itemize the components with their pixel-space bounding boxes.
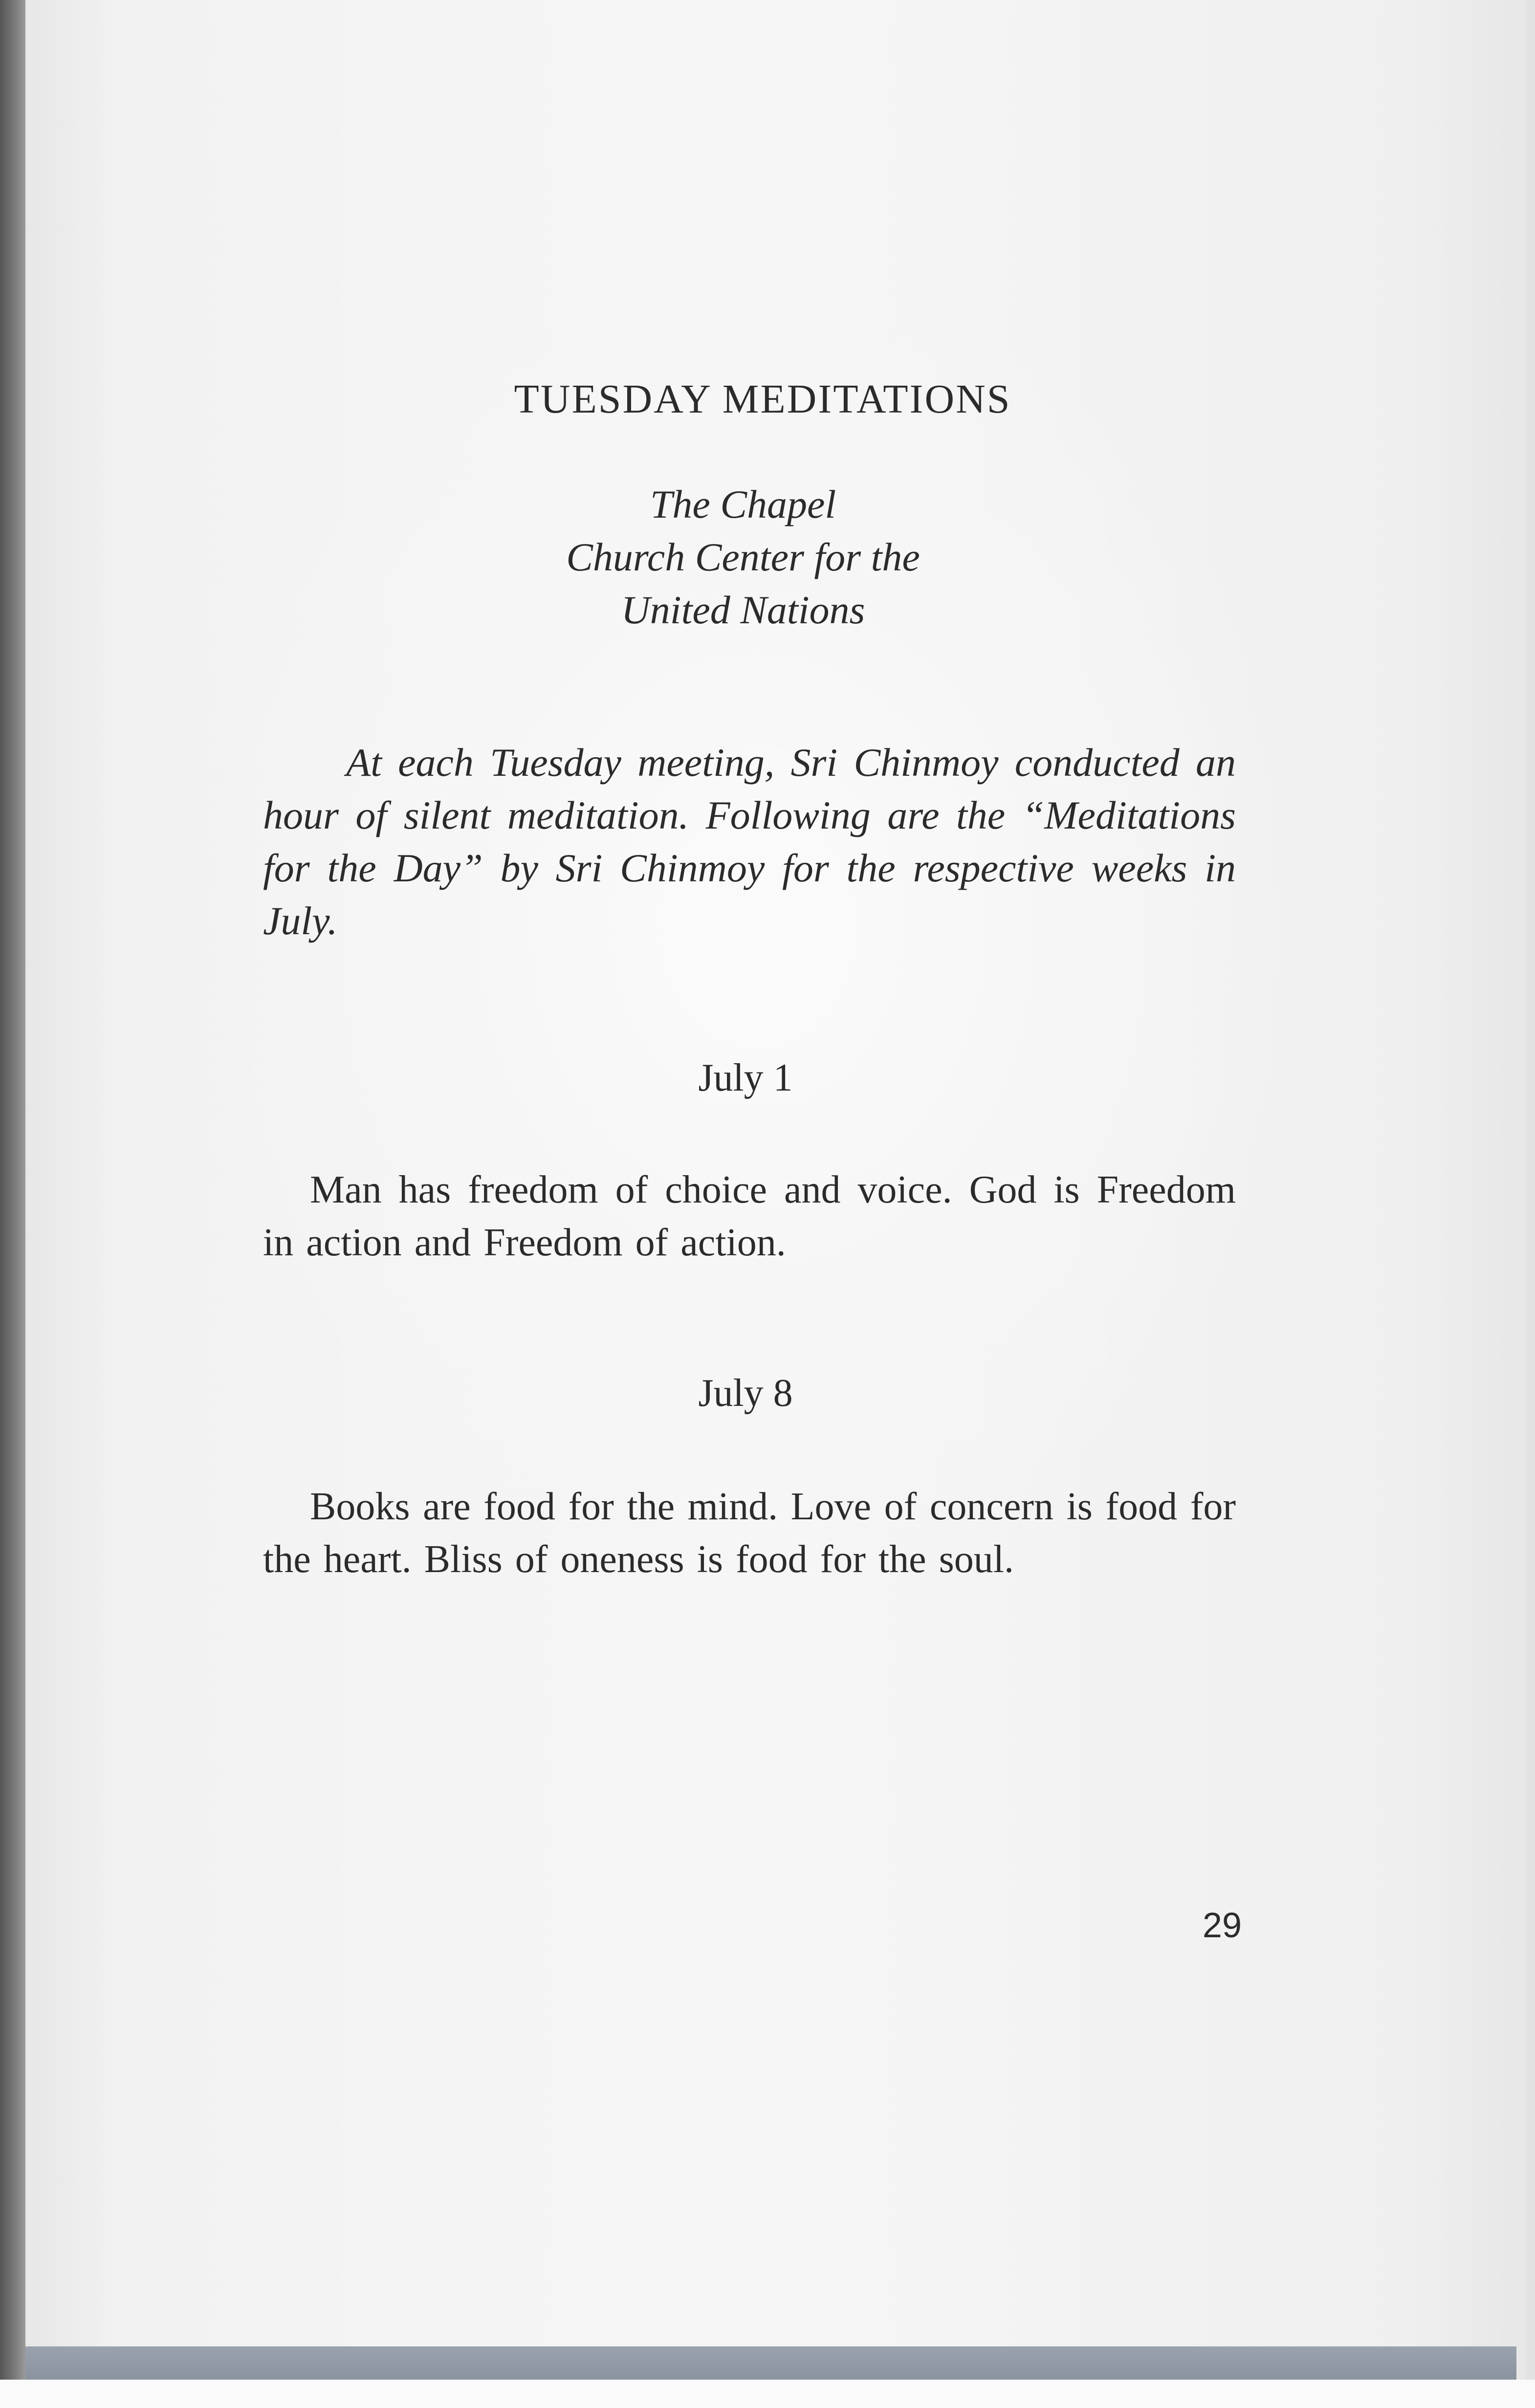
scan-margin-bottom bbox=[0, 2380, 1535, 2408]
venue-line: United Nations bbox=[621, 588, 865, 632]
entry-date: July 8 bbox=[698, 1372, 793, 1415]
scan-edge-bottom bbox=[25, 2346, 1516, 2380]
entry-text: Books are food for the mind. Love of concern is food for the heart. Bliss of oneness is food for the soul. bbox=[263, 1485, 1236, 1581]
scan-edge-left bbox=[0, 0, 25, 2408]
intro-paragraph: At each Tuesday meeting, Sri Chinmoy conducted an hour of silent meditation. Following are the “Meditations for the Day” by Sri Chinmoy for the respective weeks in July. bbox=[263, 740, 1236, 943]
venue-line: Church Center for the bbox=[566, 535, 920, 579]
venue-line: The Chapel bbox=[650, 482, 836, 526]
entry-date: July 1 bbox=[698, 1056, 793, 1099]
scan-edge-right bbox=[1526, 0, 1535, 2408]
venue-block bbox=[440, 478, 1046, 636]
page-title: TUESDAY MEDITATIONS bbox=[514, 376, 1011, 422]
entry-text: Man has freedom of choice and voice. God is Freedom in action and Freedom of action. bbox=[263, 1168, 1236, 1264]
page-number: 29 bbox=[1202, 1906, 1242, 1945]
